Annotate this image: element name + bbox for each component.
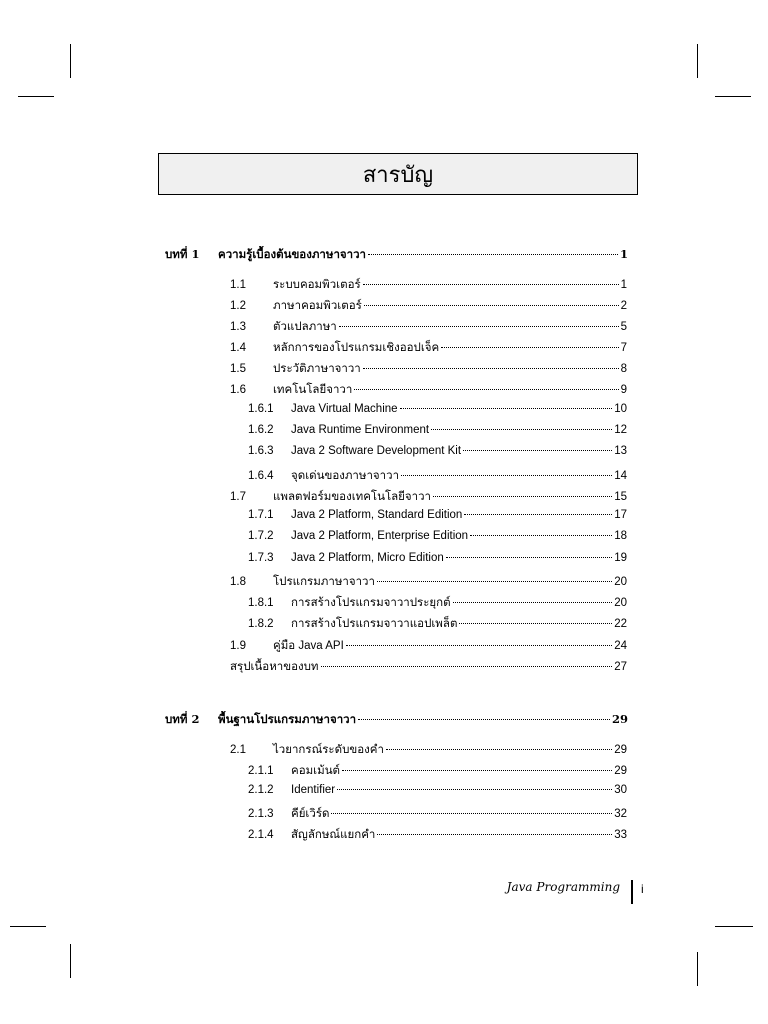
entry-page: 20	[614, 576, 627, 588]
dot-leader	[441, 346, 618, 348]
dot-leader	[386, 748, 612, 750]
toc-subentry	[248, 784, 627, 796]
dot-leader	[400, 407, 613, 409]
entry-title: Java Runtime Environment	[291, 424, 430, 436]
toc-entry	[230, 637, 627, 655]
entry-title: สรุปเนื้อหาของบท	[230, 661, 319, 673]
chapter-label: บทที่ 1	[165, 247, 200, 261]
entry-number: 1.8.2	[248, 618, 274, 630]
dot-leader	[358, 718, 610, 720]
entry-page: 30	[614, 784, 627, 796]
entry-page: 1	[620, 279, 627, 291]
entry-number: 1.2	[230, 300, 246, 312]
page-title: สารบัญ	[158, 153, 638, 195]
entry-number: 1.6	[230, 384, 246, 396]
entry-title: ประวัติภาษาจาวา	[273, 363, 361, 375]
toc-entry	[230, 318, 627, 336]
chapter-title: พื้นฐานโปรแกรมภาษาจาวา	[218, 712, 357, 726]
entry-page: 22	[614, 618, 627, 630]
toc-summary	[230, 658, 627, 676]
dot-leader	[446, 556, 612, 558]
entry-title: ไวยากรณ์ระดับของคำ	[273, 744, 384, 756]
entry-page: 2	[620, 300, 627, 312]
entry-title: Java Virtual Machine	[291, 403, 398, 415]
entry-page: 18	[614, 530, 627, 542]
entry-title: การสร้างโปรแกรมจาวาประยุกต์	[291, 597, 451, 609]
entry-title: โปรแกรมภาษาจาวา	[273, 576, 375, 588]
entry-title: ภาษาคอมพิวเตอร์	[273, 300, 362, 312]
crop-mark	[70, 944, 71, 978]
toc-entry	[230, 297, 627, 315]
toc-subentry	[248, 467, 627, 485]
entry-page: 9	[620, 384, 627, 396]
dot-leader	[459, 622, 612, 624]
dot-leader	[431, 428, 612, 430]
entry-number: 1.6.1	[248, 403, 274, 415]
footer-page-number: i	[641, 882, 644, 896]
dot-leader	[470, 534, 612, 536]
entry-page: 15	[614, 491, 627, 503]
entry-title: ตัวแปลภาษา	[273, 321, 337, 333]
entry-page: 19	[614, 552, 627, 564]
toc-subentry	[248, 424, 627, 436]
entry-page: 8	[620, 363, 627, 375]
dot-leader	[368, 253, 618, 255]
entry-title: Java 2 Platform, Enterprise Edition	[291, 530, 469, 542]
dot-leader	[453, 601, 613, 603]
toc-entry	[230, 339, 627, 357]
crop-mark	[697, 44, 698, 78]
footer-book-title: Java Programming	[506, 880, 620, 894]
toc-subentry	[248, 530, 627, 542]
crop-mark	[70, 44, 71, 78]
crop-mark	[10, 926, 46, 927]
entry-page: 14	[614, 470, 627, 482]
toc-subentry	[248, 445, 627, 457]
dot-leader	[463, 449, 612, 451]
entry-title: Java 2 Platform, Standard Edition	[291, 509, 463, 521]
entry-page: 27	[614, 661, 627, 673]
dot-leader	[364, 304, 619, 306]
dot-leader	[363, 283, 619, 285]
toc-subentry	[248, 403, 627, 415]
entry-number: 2.1.2	[248, 784, 274, 796]
entry-number: 1.1	[230, 279, 246, 291]
entry-page: 29	[614, 744, 627, 756]
crop-mark	[715, 926, 753, 927]
entry-page: 7	[620, 342, 627, 354]
dot-leader	[377, 580, 612, 582]
entry-page: 24	[614, 640, 627, 652]
dot-leader	[464, 513, 612, 515]
dot-leader	[337, 788, 612, 790]
entry-title: ระบบคอมพิวเตอร์	[273, 279, 361, 291]
entry-title: คีย์เวิร์ด	[291, 808, 330, 820]
toc-subentry	[248, 552, 627, 564]
entry-title: หลักการของโปรแกรมเชิงออปเจ็ค	[273, 342, 440, 354]
chapter-heading	[165, 246, 628, 264]
dot-leader	[377, 833, 612, 835]
entry-page: 12	[614, 424, 627, 436]
entry-number: 1.5	[230, 363, 246, 375]
dot-leader	[339, 325, 619, 327]
entry-title: แพลตฟอร์มของเทคโนโลยีจาวา	[273, 491, 432, 503]
entry-number: 1.9	[230, 640, 246, 652]
chapter-page: 1	[619, 247, 628, 261]
entry-page: 33	[614, 829, 627, 841]
toc-entry	[230, 381, 627, 399]
entry-page: 20	[614, 597, 627, 609]
toc-subentry	[248, 594, 627, 612]
toc-entry	[230, 276, 627, 294]
entry-title: จุดเด่นของภาษาจาวา	[291, 470, 400, 482]
dot-leader	[363, 367, 619, 369]
entry-title: คอมเม้นต์	[291, 765, 341, 777]
entry-number: 1.3	[230, 321, 246, 333]
toc-subentry	[248, 762, 627, 780]
entry-number: 1.4	[230, 342, 246, 354]
dot-leader	[321, 665, 613, 667]
entry-title: Java 2 Software Development Kit	[291, 445, 462, 457]
dot-leader	[331, 812, 612, 814]
crop-mark	[715, 96, 751, 97]
entry-title: เทคโนโลยีจาวา	[273, 384, 353, 396]
chapter-title: ความรู้เบื้องต้นของภาษาจาวา	[218, 247, 367, 261]
entry-number: 2.1	[230, 744, 246, 756]
crop-mark	[18, 96, 54, 97]
entry-number: 2.1.4	[248, 829, 274, 841]
entry-number: 1.7	[230, 491, 246, 503]
entry-number: 1.8.1	[248, 597, 274, 609]
crop-mark	[697, 952, 698, 986]
toc-subentry	[248, 509, 627, 521]
entry-page: 5	[620, 321, 627, 333]
chapter-heading	[165, 711, 628, 729]
entry-page: 32	[614, 808, 627, 820]
entry-title: คู่มือ Java API	[273, 640, 344, 652]
chapter-page: 29	[611, 712, 628, 726]
dot-leader	[401, 474, 612, 476]
entry-number: 1.6.4	[248, 470, 274, 482]
toc-subentry	[248, 805, 627, 823]
dot-leader	[342, 769, 612, 771]
entry-title: Identifier	[291, 784, 336, 796]
entry-title: Java 2 Platform, Micro Edition	[291, 552, 444, 564]
dot-leader	[354, 388, 618, 390]
entry-number: 1.8	[230, 576, 246, 588]
entry-number: 1.7.3	[248, 552, 274, 564]
entry-number: 1.6.2	[248, 424, 274, 436]
entry-number: 2.1.3	[248, 808, 274, 820]
toc-subentry	[248, 826, 627, 844]
toc-entry	[230, 488, 627, 506]
entry-title: สัญลักษณ์แยกคำ	[291, 829, 376, 841]
toc-entry	[230, 741, 627, 759]
footer-divider	[631, 880, 633, 904]
toc-entry	[230, 360, 627, 378]
entry-title: การสร้างโปรแกรมจาวาแอปเพล็ต	[291, 618, 458, 630]
chapter-label: บทที่ 2	[165, 712, 200, 726]
toc-subentry	[248, 615, 627, 633]
entry-number: 1.7.2	[248, 530, 274, 542]
dot-leader	[433, 495, 612, 497]
entry-page: 10	[614, 403, 627, 415]
entry-page: 13	[614, 445, 627, 457]
entry-number: 2.1.1	[248, 765, 274, 777]
dot-leader	[346, 644, 612, 646]
entry-number: 1.6.3	[248, 445, 274, 457]
entry-number: 1.7.1	[248, 509, 274, 521]
entry-page: 17	[614, 509, 627, 521]
entry-page: 29	[614, 765, 627, 777]
toc-entry	[230, 573, 627, 591]
